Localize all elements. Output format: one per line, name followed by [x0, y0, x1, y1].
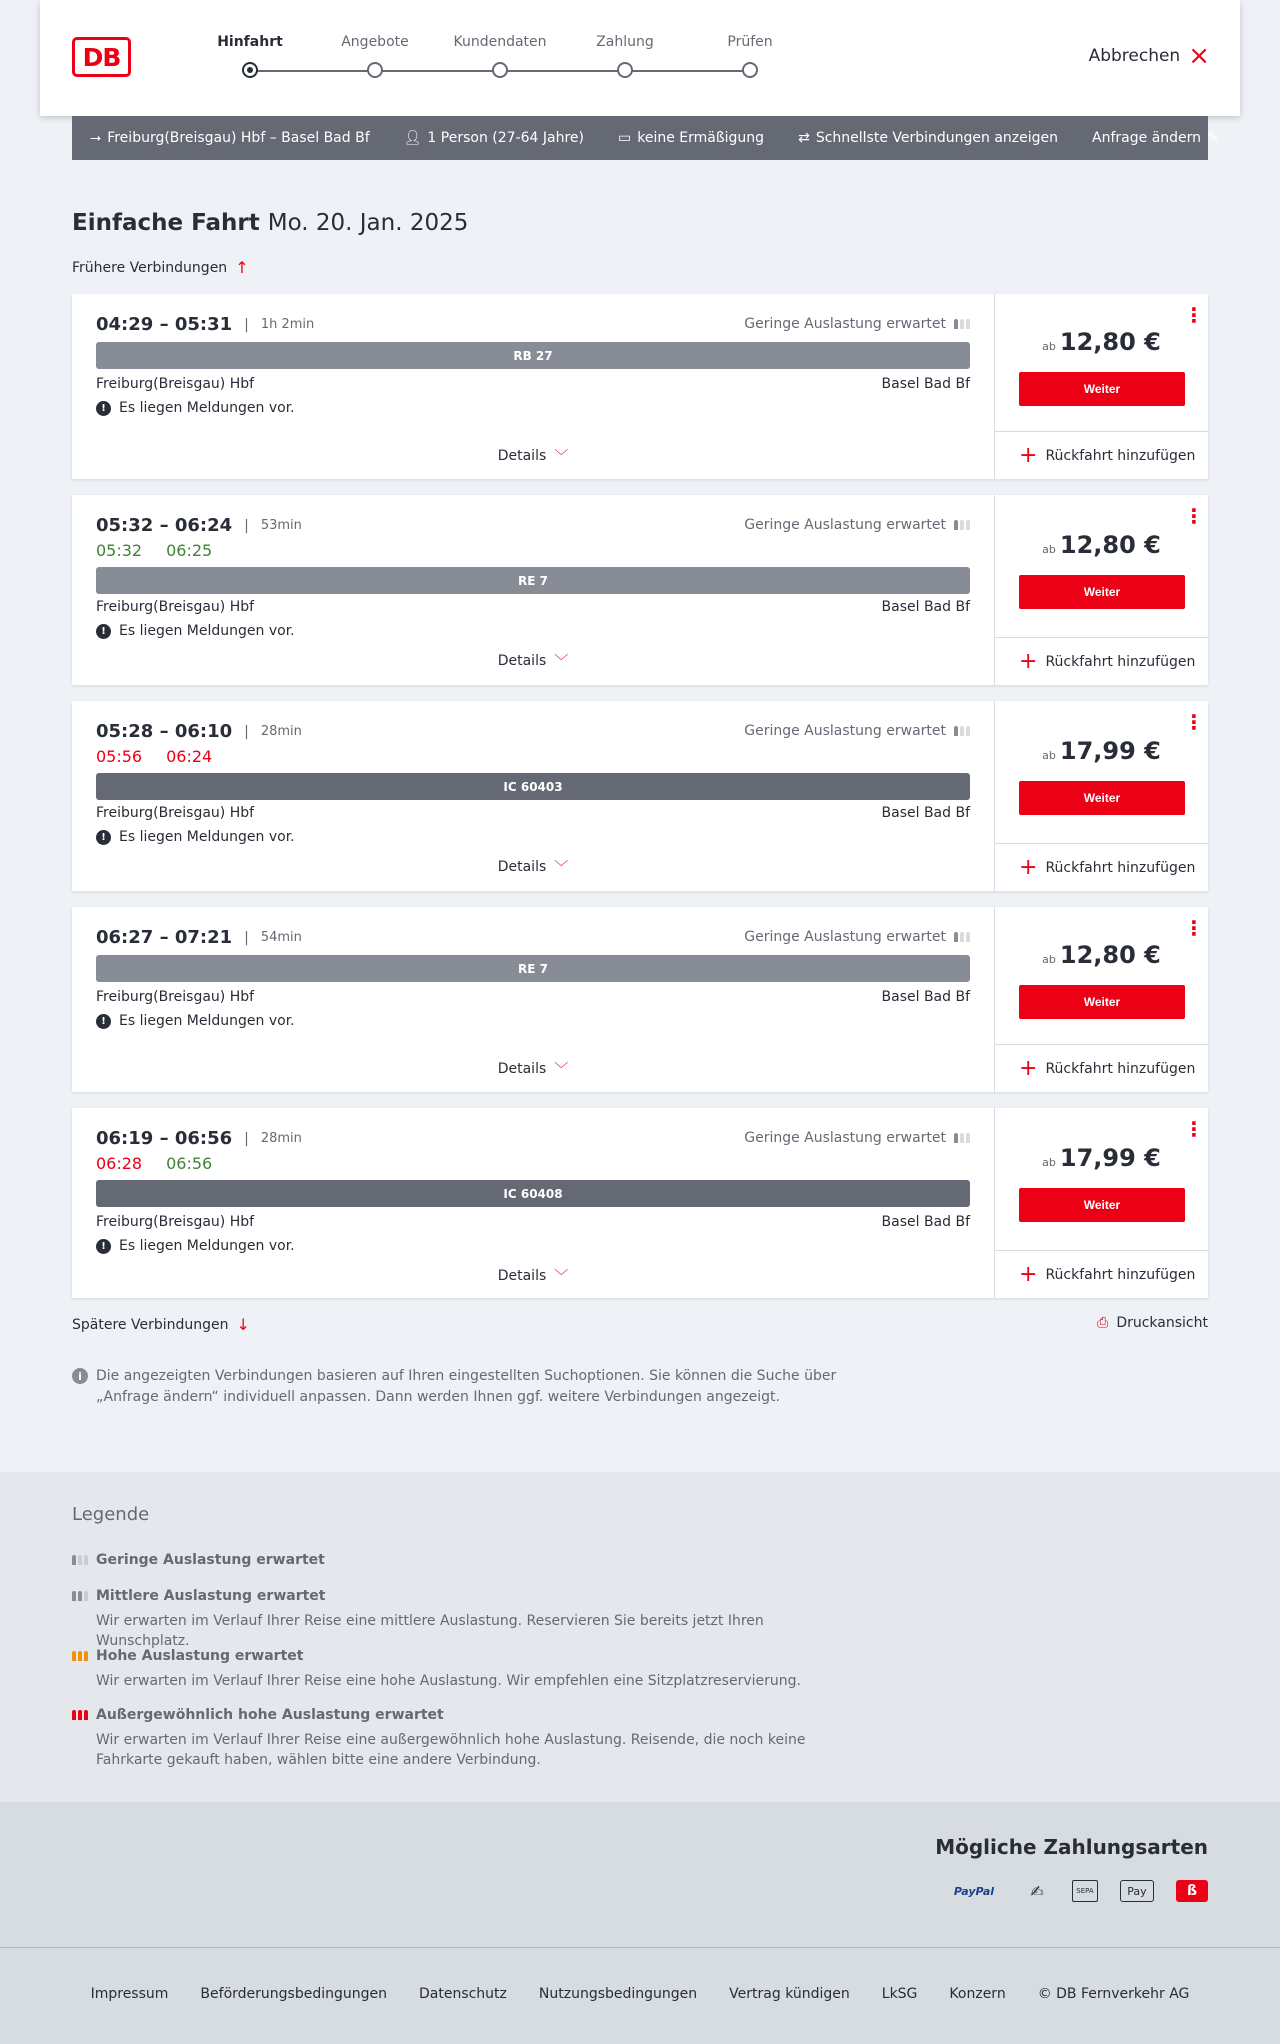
footer-link-lksg[interactable]: LkSG — [881, 1986, 918, 2002]
destination-station: Basel Bad Bf — [881, 376, 970, 392]
pencil-icon: ✎ — [1207, 130, 1219, 146]
origin-station: Freiburg(Breisgau) Hbf — [96, 1214, 255, 1230]
option-summary: ⇄ Schnellste Verbindungen anzeigen — [798, 130, 1059, 146]
connection-times: 06:27 – 07:21 | 54min — [96, 927, 302, 948]
step-dot — [742, 62, 758, 78]
connection-info — [72, 294, 994, 479]
details-toggle[interactable]: Details ﹀ — [497, 1268, 569, 1285]
alert-icon: ! — [96, 1014, 111, 1029]
add-return-button[interactable]: + Rückfahrt hinzufügen — [995, 637, 1208, 685]
sliders-icon: ⇄ — [798, 130, 810, 146]
price: ab 12,80 € — [1042, 531, 1161, 559]
destination-station: Basel Bad Bf — [881, 989, 970, 1005]
connection-times: 05:32 – 06:24 | 53min — [96, 515, 302, 536]
sepa-icon: SEPA — [1072, 1880, 1098, 1902]
step-dot — [242, 62, 258, 78]
legend-item-extreme: Außergewöhnlich hohe Auslastung erwartet Wir erwarten im Verlauf Ihrer Reise eine außergewöhnlich hohe Auslastung. Reisende, die noch keine Fahrkarte gekauft haben, wählen bitte eine andere Verbindung. — [72, 1707, 852, 1770]
plus-icon: + — [1019, 442, 1038, 468]
occupancy-indicator: Geringe Auslastung erwartet — [744, 929, 970, 945]
more-options-icon[interactable]: ⋮ — [1184, 1117, 1204, 1141]
search-summary-bar — [72, 116, 1219, 160]
add-return-button[interactable]: + Rückfahrt hinzufügen — [995, 1250, 1208, 1298]
plus-icon: + — [1019, 1055, 1038, 1081]
paypal-icon: PayPal — [953, 1884, 995, 1898]
arrow-right-icon: ⭢ — [90, 130, 102, 146]
connection-info — [72, 1108, 994, 1298]
train-bar[interactable]: RE 7 — [96, 955, 970, 982]
duration: 53min — [260, 518, 302, 533]
price-panel — [994, 1108, 1208, 1298]
connection-card — [72, 294, 1208, 479]
add-return-button[interactable]: + Rückfahrt hinzufügen — [995, 1044, 1208, 1092]
connection-info — [72, 907, 994, 1092]
step-pruefen: Prüfen — [685, 34, 815, 50]
occupancy-low-icon — [954, 932, 970, 942]
legend-section — [0, 1472, 1280, 1802]
more-options-icon[interactable]: ⋮ — [1184, 916, 1204, 940]
step-dot — [492, 62, 508, 78]
footer-link-impressum[interactable]: Impressum — [90, 1986, 169, 2002]
legend-item-low: Geringe Auslastung erwartet — [72, 1552, 852, 1568]
step-kundendaten: Kundendaten — [435, 34, 565, 50]
plus-icon: + — [1019, 854, 1038, 880]
step-zahlung: Zahlung — [560, 34, 690, 50]
payment-methods-section — [0, 1802, 1280, 1947]
origin-station: Freiburg(Breisgau) Hbf — [96, 805, 255, 821]
realtime-arrival: 06:56 — [166, 1154, 213, 1173]
message-notice: ! Es liegen Meldungen vor. — [96, 623, 295, 639]
info-icon: i — [72, 1368, 88, 1384]
footer-copyright: © DB Fernverkehr AG — [1037, 1986, 1190, 2002]
occupancy-indicator: Geringe Auslastung erwartet — [744, 316, 970, 332]
legend-item-high: Hohe Auslastung erwartet Wir erwarten im Verlauf Ihrer Reise eine hohe Auslastung. Wir empfehlen eine Sitzplatzreservierung. — [72, 1648, 852, 1691]
continue-button[interactable]: Weiter — [1019, 781, 1185, 815]
connection-info — [72, 701, 994, 891]
close-icon: × — [1188, 41, 1210, 71]
connection-times: 04:29 – 05:31 | 1h 2min — [96, 314, 315, 335]
connection-card — [72, 701, 1208, 891]
chevron-down-icon: ﹀ — [554, 860, 569, 876]
continue-button[interactable]: Weiter — [1019, 575, 1185, 609]
destination-station: Basel Bad Bf — [881, 599, 970, 615]
price-panel — [994, 294, 1208, 479]
train-bar[interactable]: RB 27 — [96, 342, 970, 369]
message-notice: ! Es liegen Meldungen vor. — [96, 400, 295, 416]
add-return-button[interactable]: + Rückfahrt hinzufügen — [995, 431, 1208, 479]
details-toggle[interactable]: Details ﹀ — [497, 1061, 569, 1078]
price: ab 17,99 € — [1042, 737, 1161, 765]
credit-card-icon: ✍ — [1030, 1881, 1044, 1901]
occupancy-extreme-icon — [72, 1710, 88, 1720]
footer-link-datenschutz[interactable]: Datenschutz — [418, 1986, 507, 2002]
earlier-connections-link[interactable]: Frühere Verbindungen ↑ — [72, 258, 249, 277]
occupancy-low-icon — [954, 319, 970, 329]
price: ab 12,80 € — [1042, 328, 1161, 356]
print-view-link[interactable]: ⎙ Druckansicht — [1097, 1315, 1208, 1331]
price: ab 17,99 € — [1042, 1144, 1161, 1172]
continue-button[interactable]: Weiter — [1019, 1188, 1185, 1222]
card-icon: ▭ — [617, 130, 632, 146]
stations — [96, 989, 970, 1005]
realtime-departure: 06:28 — [96, 1154, 143, 1173]
alert-icon: ! — [96, 624, 111, 639]
booking-header — [40, 0, 1240, 116]
connection-times: 06:19 – 06:56 | 28min — [96, 1128, 302, 1149]
info-note: i Die angezeigten Verbindungen basieren auf Ihren eingestellten Suchoptionen. Sie können die Suche über „Anfrage ändern“ individuell anpassen. Dann werden Ihnen ggf. weitere Verbindungen angezeigt. — [72, 1366, 852, 1408]
footer-link-konzern[interactable]: Konzern — [949, 1986, 1006, 2002]
details-toggle[interactable]: Details ﹀ — [497, 448, 569, 465]
duration: 28min — [260, 1131, 302, 1146]
realtime-departure: 05:32 — [96, 541, 143, 560]
occupancy-low-icon — [954, 1133, 970, 1143]
occupancy-low-icon — [954, 726, 970, 736]
payment-title: Mögliche Zahlungsarten — [935, 1835, 1208, 1859]
db-logo[interactable]: DB — [72, 37, 131, 77]
connection-card — [72, 1108, 1208, 1298]
message-notice: ! Es liegen Meldungen vor. — [96, 829, 295, 845]
occupancy-indicator: Geringe Auslastung erwartet — [744, 517, 970, 533]
chevron-down-icon: ﹀ — [554, 654, 569, 670]
progress-stepper — [210, 34, 810, 84]
message-notice: ! Es liegen Meldungen vor. — [96, 1238, 295, 1254]
footer — [0, 1947, 1280, 2044]
apple-pay-icon: Pay — [1120, 1880, 1154, 1902]
plus-icon: + — [1019, 1261, 1038, 1287]
later-connections-link[interactable]: Spätere Verbindungen ↓ — [72, 1315, 250, 1334]
realtime-departure: 05:56 — [96, 747, 143, 766]
details-toggle[interactable]: Details ﹀ — [497, 653, 569, 670]
origin-station: Freiburg(Breisgau) Hbf — [96, 989, 255, 1005]
destination-station: Basel Bad Bf — [881, 1214, 970, 1230]
payment-icons — [946, 1880, 1208, 1902]
step-dot — [617, 62, 633, 78]
more-options-icon[interactable]: ⋮ — [1184, 303, 1204, 327]
price-panel — [994, 907, 1208, 1092]
connection-times: 05:28 – 06:10 | 28min — [96, 721, 302, 742]
travel-date: Mo. 20. Jan. 2025 — [267, 210, 469, 236]
stations — [96, 376, 970, 392]
footer-links — [0, 1986, 1280, 2002]
continue-button[interactable]: Weiter — [1019, 372, 1185, 406]
alert-icon: ! — [96, 830, 111, 845]
occupancy-low-icon — [72, 1555, 88, 1565]
duration: 28min — [260, 724, 302, 739]
connection-card — [72, 907, 1208, 1092]
stations — [96, 805, 970, 821]
realtime-arrival: 06:25 — [166, 541, 213, 560]
realtime-times — [96, 747, 212, 766]
stations — [96, 599, 970, 615]
chevron-down-icon: ﹀ — [554, 1062, 569, 1078]
plus-icon: + — [1019, 648, 1038, 674]
price-panel — [994, 701, 1208, 891]
step-dot — [367, 62, 383, 78]
origin-station: Freiburg(Breisgau) Hbf — [96, 599, 255, 615]
printer-icon: ⎙ — [1097, 1315, 1109, 1331]
arrow-down-icon: ↓ — [236, 1315, 250, 1334]
arrow-up-icon: ↑ — [235, 258, 249, 277]
realtime-arrival: 06:24 — [166, 747, 213, 766]
legend-title: Legende — [72, 1504, 150, 1525]
footer-link-vertrag-kuendigen[interactable]: Vertrag kündigen — [729, 1986, 850, 2002]
price: ab 12,80 € — [1042, 941, 1161, 969]
db-pay-icon: ß — [1176, 1880, 1208, 1902]
route-summary: ⭢ Freiburg(Breisgau) Hbf – Basel Bad Bf — [90, 130, 370, 146]
alert-icon: ! — [96, 1239, 111, 1254]
step-hinfahrt: Hinfahrt — [185, 34, 315, 50]
more-options-icon[interactable]: ⋮ — [1184, 710, 1204, 734]
chevron-down-icon: ﹀ — [554, 1269, 569, 1285]
origin-station: Freiburg(Breisgau) Hbf — [96, 376, 255, 392]
destination-station: Basel Bad Bf — [881, 805, 970, 821]
discount-summary: ▭ keine Ermäßigung — [617, 130, 765, 146]
page-title: Einfache Fahrt Mo. 20. Jan. 2025 — [72, 210, 469, 236]
price-panel — [994, 495, 1208, 685]
legend-item-medium: Mittlere Auslastung erwartet Wir erwarten im Verlauf Ihrer Reise eine mittlere Auslastung. Reservieren Sie bereits jetzt Ihren Wunschplatz. — [72, 1588, 852, 1651]
continue-button[interactable]: Weiter — [1019, 985, 1185, 1019]
details-toggle[interactable]: Details ﹀ — [497, 859, 569, 876]
more-options-icon[interactable]: ⋮ — [1184, 504, 1204, 528]
step-angebote: Angebote — [310, 34, 440, 50]
edit-request-button[interactable]: Anfrage ändern ✎ — [1092, 130, 1219, 146]
train-bar[interactable]: RE 7 — [96, 567, 970, 594]
alert-icon: ! — [96, 401, 111, 416]
footer-link-nutzungsbedingungen[interactable]: Nutzungsbedingungen — [538, 1986, 698, 2002]
duration: 54min — [260, 930, 302, 945]
realtime-times — [96, 541, 212, 560]
connection-info — [72, 495, 994, 685]
chevron-down-icon: ﹀ — [554, 449, 569, 465]
realtime-times — [96, 1154, 212, 1173]
occupancy-low-icon — [954, 520, 970, 530]
connection-card — [72, 495, 1208, 685]
person-icon: 👤︎ — [403, 130, 422, 146]
add-return-button[interactable]: + Rückfahrt hinzufügen — [995, 843, 1208, 891]
train-bar[interactable]: IC 60408 — [96, 1180, 970, 1207]
occupancy-high-icon — [72, 1651, 88, 1661]
stations — [96, 1214, 970, 1230]
footer-link-befoerderungsbedingungen[interactable]: Beförderungsbedingungen — [200, 1986, 387, 2002]
travellers-summary: 👤︎ 1 Person (27-64 Jahre) — [403, 130, 584, 146]
occupancy-indicator: Geringe Auslastung erwartet — [744, 1130, 970, 1146]
message-notice: ! Es liegen Meldungen vor. — [96, 1013, 295, 1029]
occupancy-indicator: Geringe Auslastung erwartet — [744, 723, 970, 739]
duration: 1h 2min — [260, 317, 315, 332]
train-bar[interactable]: IC 60403 — [96, 773, 970, 800]
cancel-button[interactable]: Abbrechen × — [1088, 41, 1210, 71]
occupancy-medium-icon — [72, 1591, 88, 1601]
